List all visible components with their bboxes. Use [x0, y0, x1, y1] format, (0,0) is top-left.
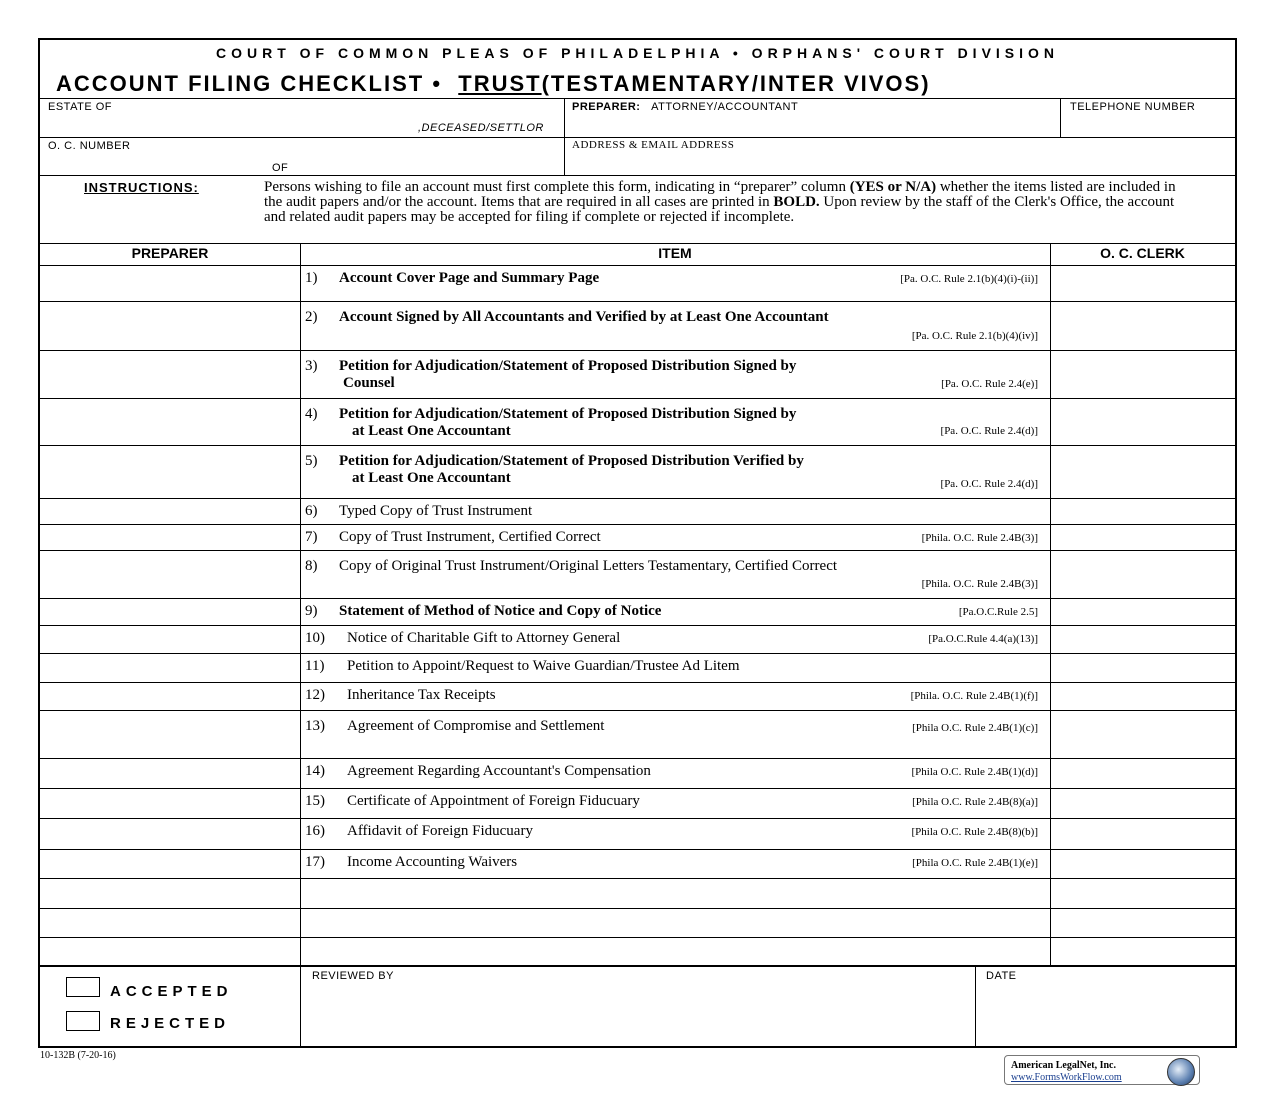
clerk-cell[interactable]	[1053, 939, 1233, 963]
rule-citation: [Pa.O.C.Rule 2.5]	[958, 606, 1038, 618]
divider	[40, 965, 1235, 967]
clerk-cell[interactable]	[1053, 627, 1233, 651]
item-text: Petition to Appoint/Request to Waive Guardian/Trustee Ad Litem	[347, 658, 740, 674]
checklist-item	[305, 358, 796, 392]
preparer-cell[interactable]	[42, 500, 297, 522]
item-text: Copy of Trust Instrument, Certified Correct	[339, 529, 601, 545]
rule-citation: [Phila. O.C. Rule 2.4B(3)]	[921, 578, 1038, 590]
row-divider	[40, 788, 1235, 789]
form-title	[56, 71, 931, 97]
checklist-item	[305, 453, 804, 487]
checklist-item	[305, 854, 517, 871]
address-email-field[interactable]: ADDRESS & EMAIL ADDRESS	[572, 139, 735, 151]
rule-citation: [Pa. O.C. Rule 2.1(b)(4)(iv)]	[911, 330, 1038, 342]
item-text: Affidavit of Foreign Fiducuary	[347, 823, 533, 839]
clerk-cell[interactable]	[1053, 352, 1233, 396]
preparer-cell[interactable]	[42, 526, 297, 548]
preparer-cell[interactable]	[42, 627, 297, 651]
item-number: 5)	[305, 453, 318, 469]
preparer-value: ATTORNEY/ACCOUNTANT	[651, 101, 799, 113]
clerk-cell[interactable]	[1053, 303, 1233, 348]
clerk-cell[interactable]	[1053, 447, 1233, 496]
of-label: OF	[272, 162, 289, 174]
row-divider	[40, 758, 1235, 759]
row-divider	[40, 625, 1235, 626]
item-text: Typed Copy of Trust Instrument	[339, 503, 533, 519]
item-text: Petition for Adjudication/Statement of Proposed Distribution Signed by	[339, 358, 797, 374]
clerk-cell[interactable]	[1053, 552, 1233, 596]
item-number: 14)	[305, 763, 325, 779]
item-text: Petition for Adjudication/Statement of Proposed Distribution Verified by	[339, 453, 804, 469]
globe-icon	[1167, 1058, 1195, 1086]
logo-url-link[interactable]: www.FormsWorkFlow.com	[1011, 1072, 1122, 1083]
divider	[975, 965, 976, 1048]
item-text: Account Signed by All Accountants and Verified by at Least One Accountant	[339, 309, 829, 325]
checklist-item	[305, 558, 837, 575]
instructions-part: Upon review by the staff of the Clerk's Office, the account and related audit papers may be accepted for filing if complete or rejected if incomplete.	[264, 194, 1175, 225]
checklist-item	[305, 270, 599, 287]
instructions-label: INSTRUCTIONS:	[84, 180, 199, 195]
oc-number-label: O. C. NUMBER	[48, 140, 131, 152]
clerk-cell[interactable]	[1053, 712, 1233, 756]
item-text: Inheritance Tax Receipts	[347, 687, 496, 703]
item-number: 12)	[305, 687, 325, 703]
row-divider	[40, 878, 1235, 879]
row-divider	[40, 849, 1235, 850]
preparer-field[interactable]	[572, 101, 798, 113]
date-label: DATE	[986, 970, 1017, 982]
title-prefix: ACCOUNT FILING CHECKLIST •	[56, 71, 443, 96]
preparer-cell[interactable]	[42, 880, 297, 906]
checklist-item	[305, 658, 740, 675]
item-text: Account Cover Page and Summary Page	[339, 270, 600, 286]
clerk-cell[interactable]	[1053, 684, 1233, 708]
column-clerk: O. C. CLERK	[1100, 245, 1185, 261]
clerk-cell[interactable]	[1053, 880, 1233, 906]
divider	[300, 965, 301, 1048]
checklist-item	[305, 503, 532, 520]
item-number: 15)	[305, 793, 325, 809]
item-text: Copy of Original Trust Instrument/Original Letters Testamentary, Certified Correct	[339, 558, 838, 574]
item-number: 1)	[305, 270, 318, 286]
checklist-item	[305, 406, 796, 440]
item-text: Income Accounting Waivers	[347, 854, 518, 870]
clerk-cell[interactable]	[1053, 526, 1233, 548]
row-divider	[40, 445, 1235, 446]
item-number: 17)	[305, 854, 325, 870]
rule-citation: [Pa.O.C.Rule 4.4(a)(13)]	[928, 633, 1038, 645]
checklist-item	[305, 630, 620, 647]
preparer-cell[interactable]	[42, 910, 297, 935]
logo-name: American LegalNet, Inc.	[1011, 1060, 1116, 1071]
american-legalnet-logo[interactable]	[1004, 1055, 1200, 1085]
item-number: 8)	[305, 558, 318, 574]
item-text: Agreement of Compromise and Settlement	[347, 718, 605, 734]
item-text: Certificate of Appointment of Foreign Fiducuary	[347, 793, 640, 809]
item-text: Petition for Adjudication/Statement of Proposed Distribution Signed by	[339, 406, 797, 422]
item-number: 9)	[305, 603, 318, 619]
preparer-label: PREPARER:	[572, 101, 641, 113]
clerk-cell[interactable]	[1053, 760, 1233, 786]
clerk-cell[interactable]	[1053, 790, 1233, 816]
row-divider	[40, 653, 1235, 654]
clerk-cell[interactable]	[1053, 267, 1233, 299]
court-name: COURT OF COMMON PLEAS OF PHILADELPHIA • ORPHANS' COURT DIVISION	[215, 45, 1060, 61]
instructions-bold: (YES or N/A)	[849, 179, 937, 195]
rule-citation: [Pa. O.C. Rule 2.4(e)]	[941, 378, 1038, 390]
row-divider	[40, 818, 1235, 819]
preparer-cell[interactable]	[42, 820, 297, 847]
column-divider	[1050, 243, 1051, 965]
divider	[564, 98, 565, 175]
date-field[interactable]	[980, 985, 1230, 1045]
checklist-form	[38, 38, 1237, 1048]
title-trust: TRUST	[458, 71, 542, 96]
oc-number-field[interactable]	[48, 140, 558, 173]
column-preparer: PREPARER	[131, 245, 209, 261]
rejected-label: REJECTED	[110, 1015, 231, 1032]
rule-citation: [Phila O.C. Rule 2.4B(1)(e)]	[912, 857, 1038, 869]
estate-of-label: ESTATE OF	[48, 101, 112, 113]
item-text: Agreement Regarding Accountant's Compensation	[347, 763, 651, 779]
instructions-bold: BOLD.	[773, 194, 820, 210]
form-code: 10-132B (7-20-16)	[40, 1050, 116, 1061]
preparer-cell[interactable]	[42, 552, 297, 596]
item-number: 2)	[305, 309, 318, 325]
preparer-cell[interactable]	[42, 790, 297, 816]
row-divider	[40, 524, 1235, 525]
rule-citation: [Phila. O.C. Rule 2.4B(3)]	[921, 532, 1038, 544]
clerk-cell[interactable]	[1053, 400, 1233, 443]
row-divider	[40, 350, 1235, 351]
preparer-cell[interactable]	[42, 303, 297, 348]
row-divider	[40, 301, 1235, 302]
checklist-item	[305, 718, 604, 735]
column-divider	[300, 243, 301, 965]
row-divider	[40, 682, 1235, 683]
deceased-settlor-label: ,DECEASED/SETTLOR	[418, 122, 544, 134]
preparer-cell[interactable]	[42, 447, 297, 496]
preparer-cell[interactable]	[42, 600, 297, 623]
row-divider	[40, 710, 1235, 711]
row-divider	[40, 398, 1235, 399]
instructions-text	[264, 180, 1184, 225]
rule-citation: [Phila O.C. Rule 2.4B(8)(b)]	[911, 826, 1038, 838]
divider	[40, 265, 1235, 266]
preparer-cell[interactable]	[42, 712, 297, 756]
preparer-cell[interactable]	[42, 267, 297, 299]
divider	[40, 137, 1235, 138]
item-number: 4)	[305, 406, 318, 422]
checklist-item	[305, 823, 533, 840]
checklist-item	[305, 687, 496, 704]
divider	[40, 243, 1235, 244]
item-number: 3)	[305, 358, 318, 374]
row-divider	[40, 598, 1235, 599]
rule-citation: [Phila O.C. Rule 2.4B(1)(c)]	[912, 722, 1038, 734]
clerk-cell[interactable]	[1053, 820, 1233, 847]
item-text: Statement of Method of Notice and Copy of Notice	[339, 603, 662, 619]
item-text-continued: at Least One Accountant	[352, 423, 511, 439]
preparer-cell[interactable]	[42, 655, 297, 680]
item-number: 7)	[305, 529, 318, 545]
rule-citation: [Pa. O.C. Rule 2.4(d)]	[940, 478, 1038, 490]
reviewed-by-label: REVIEWED BY	[312, 970, 394, 982]
item-number: 16)	[305, 823, 325, 839]
instructions-part: Persons wishing to file an account must first complete this form, indicating in “preparer” column	[264, 179, 850, 195]
item-text-continued: Counsel	[343, 375, 395, 391]
accepted-checkbox[interactable]	[66, 977, 100, 997]
checklist-item	[305, 529, 601, 546]
divider	[1060, 98, 1061, 137]
item-number: 6)	[305, 503, 318, 519]
clerk-cell[interactable]	[1053, 500, 1233, 522]
preparer-cell[interactable]	[42, 939, 297, 963]
checklist-item	[305, 603, 661, 620]
preparer-cell[interactable]	[42, 684, 297, 708]
preparer-cell[interactable]	[42, 352, 297, 396]
accepted-label: ACCEPTED	[110, 983, 233, 1000]
preparer-cell[interactable]	[42, 851, 297, 876]
instructions-part: whether the items listed are included in the audit papers and/or the account. Items that are required in all cases are printed in	[264, 179, 1176, 210]
rule-citation: [Pa. O.C. Rule 2.1(b)(4)(i)-(ii)]	[900, 273, 1038, 285]
divider	[40, 98, 1235, 99]
rule-citation: [Phila O.C. Rule 2.4B(1)(d)]	[911, 766, 1038, 778]
telephone-field[interactable]: TELEPHONE NUMBER	[1070, 101, 1196, 113]
rule-citation: [Pa. O.C. Rule 2.4(d)]	[940, 425, 1038, 437]
checklist-item	[305, 309, 829, 326]
divider	[40, 175, 1235, 176]
preparer-cell[interactable]	[42, 400, 297, 443]
item-number: 13)	[305, 718, 325, 734]
row-divider	[40, 908, 1235, 909]
column-item: ITEM	[658, 245, 692, 261]
rejected-checkbox[interactable]	[66, 1011, 100, 1031]
row-divider	[40, 498, 1235, 499]
rule-citation: [Phila O.C. Rule 2.4B(8)(a)]	[912, 796, 1038, 808]
preparer-cell[interactable]	[42, 760, 297, 786]
clerk-cell[interactable]	[1053, 600, 1233, 623]
title-suffix: (TESTAMENTARY/INTER VIVOS)	[541, 71, 931, 96]
clerk-cell[interactable]	[1053, 851, 1233, 876]
clerk-cell[interactable]	[1053, 655, 1233, 680]
clerk-cell[interactable]	[1053, 910, 1233, 935]
item-text-continued: at Least One Accountant	[352, 470, 511, 486]
item-number: 11)	[305, 658, 325, 674]
row-divider	[40, 937, 1235, 938]
reviewed-by-field[interactable]	[302, 985, 972, 1045]
checklist-item	[305, 763, 651, 780]
rule-citation: [Phila. O.C. Rule 2.4B(1)(f)]	[910, 690, 1038, 702]
row-divider	[40, 550, 1235, 551]
checklist-item	[305, 793, 640, 810]
item-text: Notice of Charitable Gift to Attorney General	[347, 630, 621, 646]
item-number: 10)	[305, 630, 325, 646]
